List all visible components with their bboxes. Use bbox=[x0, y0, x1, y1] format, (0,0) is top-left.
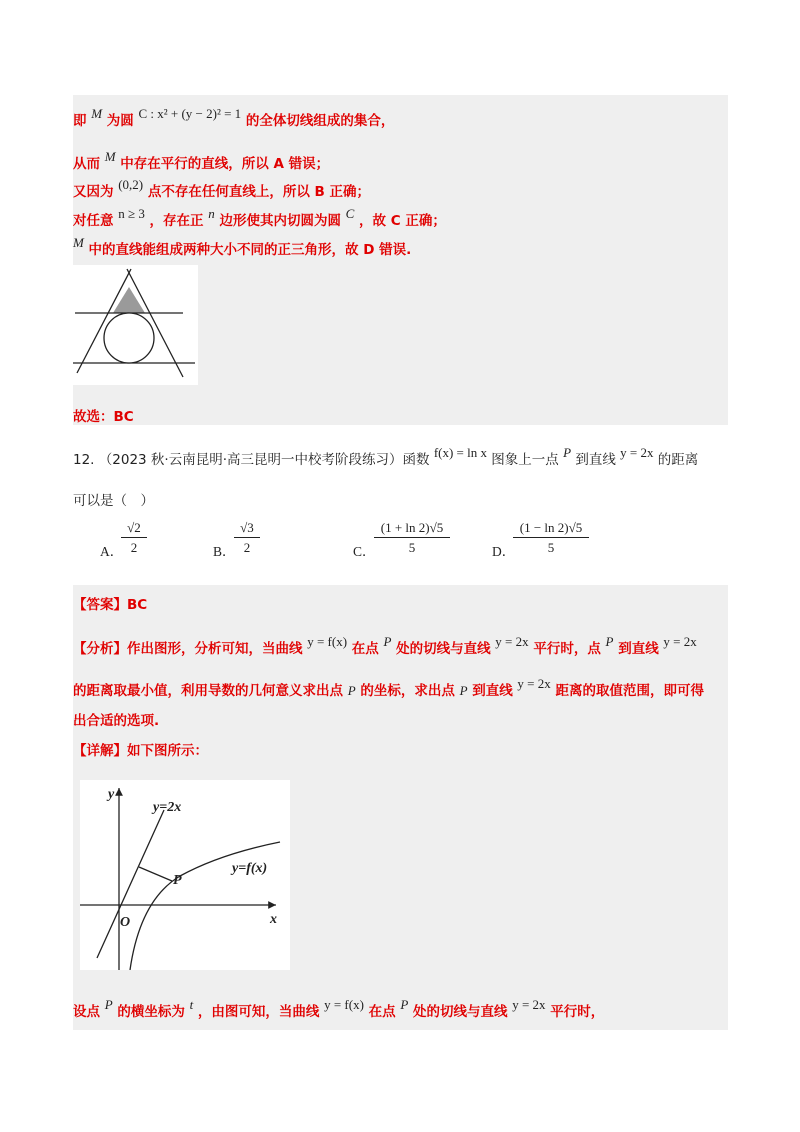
math-curve: y = f(x) bbox=[307, 634, 348, 649]
math-function: f(x) = ln x bbox=[433, 445, 487, 460]
line-y-2x bbox=[97, 810, 164, 958]
shaded-triangle bbox=[113, 287, 145, 313]
text-line-1: 即 M 为圆 C : x² + (y − 2)² = 1 的全体切线组成的集合， bbox=[73, 106, 395, 129]
answer-line: 故选：BC bbox=[73, 409, 134, 425]
option-a-value[interactable]: $\frac{√2}{2}$ bbox=[121, 520, 147, 556]
option-c-value[interactable]: $\frac{(1 + \ln 2)√5}{5}$ bbox=[374, 520, 450, 556]
option-a-label[interactable]: A． bbox=[100, 544, 124, 559]
option-d-label[interactable]: D． bbox=[492, 544, 516, 559]
math-M: M bbox=[91, 106, 103, 121]
text-line-5: M 中的直线能组成两种大小不同的正三角形，故 D 错误. bbox=[73, 235, 412, 258]
answer-tag: 【答案】BC bbox=[73, 597, 148, 613]
math-P: P bbox=[104, 997, 113, 1012]
inscribed-circle bbox=[104, 313, 154, 363]
text-line-3: 又因为 (0,2) 点不存在任何直线上，所以 B 正确； bbox=[73, 177, 371, 200]
question-12-line-2: 可以是（ ） bbox=[73, 493, 154, 509]
solution-block bbox=[73, 585, 728, 1030]
tangent-lines-diagram bbox=[73, 265, 198, 385]
detail-line-2: 设点 P 的横坐标为 t ，由图可知，当曲线 y = f(x) 在点 P 处的切线与直线 y = 2x 平行时， bbox=[73, 997, 605, 1020]
text-line-4: 对任意 n ≥ 3 ，存在正 n 边形使其内切圆为圆 C ，故 C 正确； bbox=[73, 206, 446, 229]
graph-figure bbox=[80, 780, 290, 970]
math-circle-equation: C : x² + (y − 2)² = 1 bbox=[138, 106, 242, 121]
line-label: y=2x bbox=[153, 800, 182, 815]
math-P: P bbox=[400, 997, 409, 1012]
math-n-condition: n ≥ 3 bbox=[118, 206, 145, 221]
y-axis-label: y bbox=[108, 787, 115, 802]
math-line: y = 2x bbox=[512, 997, 546, 1012]
math-P: P bbox=[383, 634, 392, 649]
point-label: P bbox=[173, 873, 182, 888]
math-M: M bbox=[73, 235, 84, 250]
math-line: y = 2x bbox=[620, 445, 654, 460]
detail-line: 【详解】如下图所示： bbox=[73, 743, 208, 759]
math-curve: y = f(x) bbox=[324, 997, 364, 1012]
math-M: M bbox=[104, 149, 116, 164]
math-P: P bbox=[459, 683, 468, 698]
curve-label: y=f(x) bbox=[232, 861, 268, 876]
math-n: n bbox=[208, 206, 215, 221]
analysis-line-2: 的距离取最小值，利用导数的几何意义求出点 P 的坐标，求出点 P 到直线 y = 2x 距离的取值范围，即可得 bbox=[73, 676, 704, 699]
math-point: (0,2) bbox=[118, 177, 144, 192]
analysis-line-1: 【分析】作出图形，分析可知，当曲线 y = f(x) 在点 P 处的切线与直线 y = 2x 平行时，点 P 到直线 y = 2x bbox=[73, 634, 697, 657]
math-line: y = 2x bbox=[517, 676, 551, 691]
question-source: （2023 秋·云南昆明·高三昆明一中校考阶段练习）函数 bbox=[98, 452, 430, 468]
origin-label: O bbox=[120, 915, 131, 930]
math-line: y = 2x bbox=[663, 634, 697, 649]
solution-continuation-block bbox=[73, 95, 728, 425]
math-P: P bbox=[347, 683, 356, 698]
analysis-line-3: 出合适的选项. bbox=[73, 713, 160, 729]
math-t: t bbox=[189, 997, 194, 1012]
x-axis-label: x bbox=[270, 912, 277, 927]
option-c-label[interactable]: C． bbox=[353, 544, 376, 559]
triangle-circle-figure bbox=[73, 265, 198, 385]
math-P: P bbox=[605, 634, 614, 649]
math-line: y = 2x bbox=[495, 634, 529, 649]
option-d-value[interactable]: $\frac{(1 - \ln 2)√5}{5}$ bbox=[513, 520, 589, 556]
question-12-line-1: 12. （2023 秋·云南昆明·高三昆明一中校考阶段练习）函数 f(x) = ln x 图象上一点 P 到直线 y = 2x 的距离 bbox=[73, 445, 699, 468]
text-line-2: 从而 M 中存在平行的直线，所以 A 错误； bbox=[73, 149, 330, 172]
question-number: 12. bbox=[73, 452, 95, 468]
option-b-label[interactable]: B． bbox=[213, 544, 236, 559]
option-b-value[interactable]: $\frac{√3}{2}$ bbox=[234, 520, 260, 556]
math-C: C bbox=[345, 206, 355, 221]
function-graph bbox=[80, 780, 290, 970]
math-P: P bbox=[563, 445, 572, 460]
perpendicular-segment bbox=[139, 867, 172, 881]
